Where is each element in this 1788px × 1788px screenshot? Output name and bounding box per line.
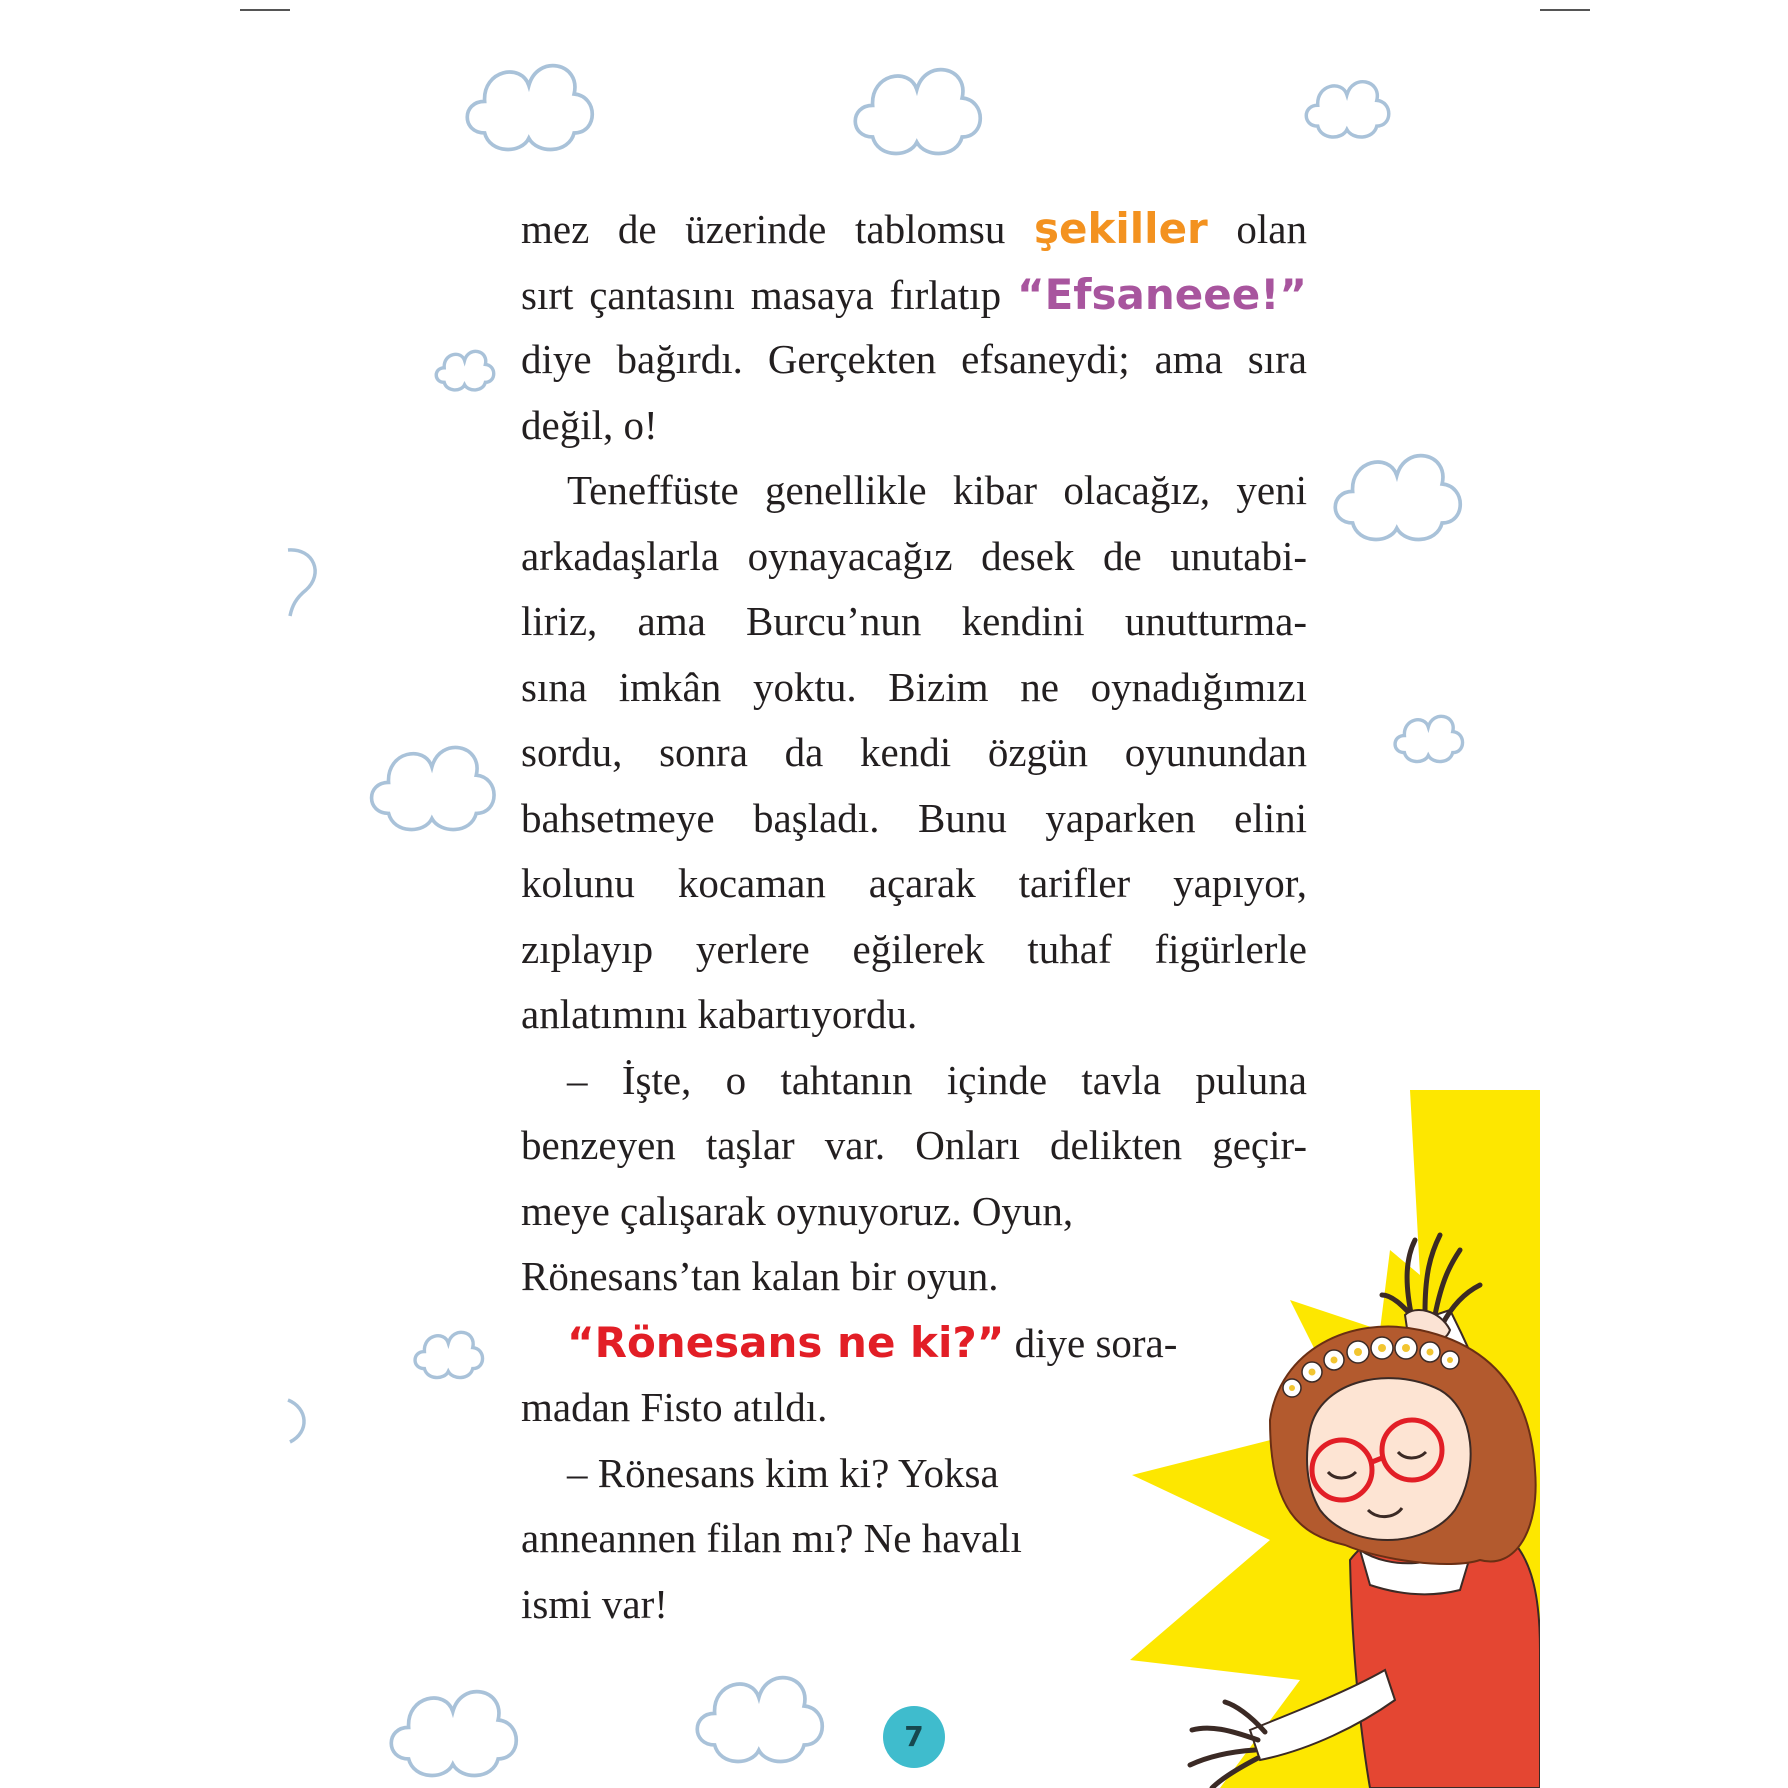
cloud-icon — [366, 736, 504, 834]
text-line — [521, 458, 1307, 524]
cloud-icon — [1303, 74, 1395, 140]
text-run: anneannen filan mı? Ne havalı — [521, 1515, 1022, 1561]
text-line — [521, 786, 1307, 852]
text-run: sına imkân yoktu. Bizim ne oynadığımızı — [521, 663, 1307, 710]
cloud-icon — [1392, 710, 1468, 764]
text-run: ismi var! — [521, 1580, 668, 1627]
cloud-fragment-icon — [284, 544, 324, 620]
text-run: zıplayıp yerlere eğilerek tuhaf figürlerle — [521, 925, 1307, 972]
cloud-icon — [1330, 444, 1470, 544]
cloud-icon — [412, 1326, 488, 1380]
cloud-icon — [434, 346, 498, 392]
text-line — [521, 327, 1307, 393]
text-run: sırt çantasını masaya fırlatıp — [521, 271, 1017, 318]
text-run: sordu, sonra da kendi özgün oyunundan — [521, 729, 1307, 775]
text-line — [521, 982, 1307, 1048]
text-run: değil, o! — [521, 401, 658, 448]
text-run: anlatımını kabartıyordu. — [521, 991, 918, 1037]
text-line — [521, 917, 1307, 983]
text-run: arkadaşlarla oynayacağız desek de unutabi- — [521, 532, 1307, 579]
text-run: kolunu kocaman açarak tarifler yapıyor, — [521, 860, 1307, 906]
text-run: meye çalışarak oynuyoruz. Oyun, — [521, 1187, 1074, 1234]
text-line — [521, 589, 1307, 655]
text-line — [521, 393, 1307, 459]
text-run: Rönesans’tan kalan bir oyun. — [521, 1253, 999, 1299]
text-run: madan Fisto atıldı. — [521, 1384, 828, 1430]
text-line — [521, 851, 1307, 917]
text-run: diye bağırdı. Gerçekten efsaneydi; ama sıra — [521, 336, 1307, 382]
text-run: mez de üzerinde tablomsu — [521, 206, 1034, 252]
page-number: 7 — [883, 1706, 945, 1768]
text-run: liriz, ama Burcu’nun kendini unutturma- — [521, 598, 1307, 644]
text-line — [521, 262, 1307, 328]
highlighted-word: “Efsaneee!” — [1016, 269, 1307, 319]
crop-mark-left — [240, 9, 290, 11]
cloud-icon — [462, 54, 602, 154]
text-run: benzeyen taşlar var. Onları delikten geçir- — [521, 1122, 1307, 1168]
crop-mark-right — [1540, 9, 1590, 11]
cloud-fragment-icon — [284, 1396, 314, 1446]
girl-with-glasses-on-starburst-icon — [1120, 1090, 1540, 1788]
text-run: diye sora- — [1004, 1319, 1178, 1366]
text-run: Teneffüste genellikle kibar olacağız, yeni — [567, 467, 1307, 513]
cloud-icon — [386, 1680, 526, 1780]
highlighted-word: “Rönesans ne ki?” — [567, 1317, 1005, 1367]
text-run: – Rönesans kim ki? Yoksa — [567, 1449, 999, 1496]
text-line — [521, 720, 1307, 786]
text-run: – İşte, o tahtanın içinde tavla puluna — [567, 1056, 1307, 1103]
text-line — [521, 196, 1307, 262]
cloud-icon — [692, 1666, 832, 1766]
cloud-icon — [850, 58, 990, 158]
text-run: bahsetmeye başladı. Bunu yaparken elini — [521, 794, 1307, 841]
text-line — [521, 655, 1307, 721]
text-run: olan — [1207, 206, 1307, 252]
text-line — [521, 524, 1307, 590]
highlighted-word: şekiller — [1033, 204, 1208, 253]
